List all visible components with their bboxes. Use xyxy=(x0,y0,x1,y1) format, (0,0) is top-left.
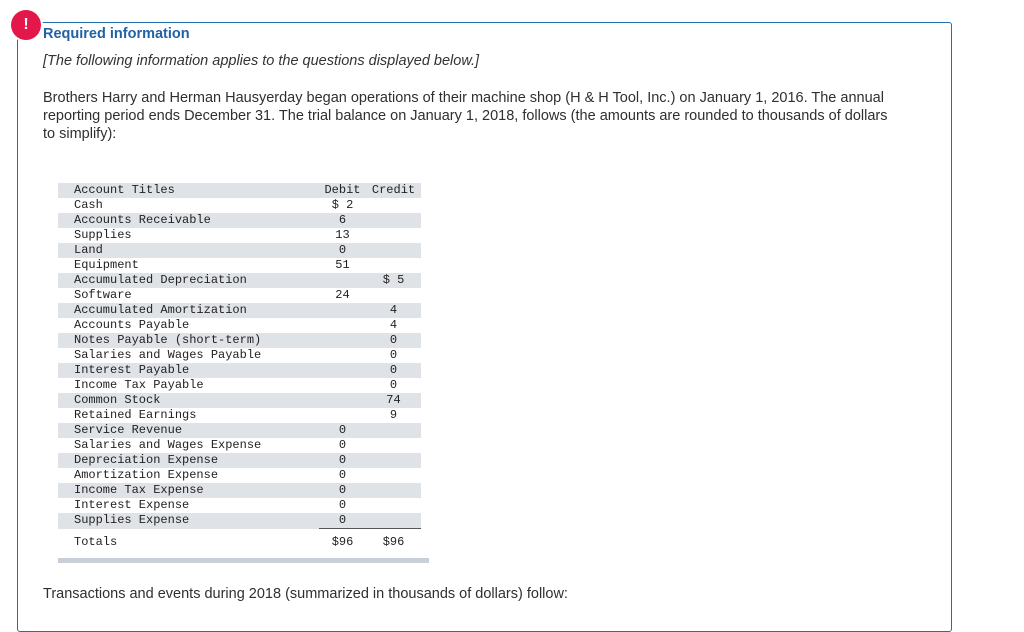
account-title-cell: Cash xyxy=(74,198,103,212)
credit-cell: 0 xyxy=(389,378,398,392)
required-information-heading: Required information xyxy=(43,26,190,42)
debit-cell: 0 xyxy=(338,498,347,512)
debit-cell: 0 xyxy=(338,438,347,452)
debit-cell xyxy=(319,348,366,363)
totals-credit: $96 xyxy=(366,529,421,556)
table-row xyxy=(58,408,421,423)
totals-debit: $96 xyxy=(319,529,366,556)
table-row xyxy=(58,348,421,363)
debit-cell xyxy=(319,408,366,423)
debit-cell xyxy=(319,363,366,378)
account-title-cell: Retained Earnings xyxy=(74,408,197,422)
table-row xyxy=(58,273,421,288)
credit-cell xyxy=(366,423,421,438)
credit-cell xyxy=(366,498,421,513)
debit-cell xyxy=(319,378,366,393)
table-row xyxy=(58,243,421,258)
credit-cell xyxy=(366,243,421,258)
applies-note: [The following information applies to the questions displayed below.] xyxy=(43,53,480,69)
debit-cell: 0 xyxy=(319,423,366,438)
debit-cell: 0 xyxy=(319,243,366,258)
table-row xyxy=(58,333,421,348)
account-title-cell: Accumulated Amortization xyxy=(58,303,319,318)
credit-cell xyxy=(366,198,421,213)
credit-cell xyxy=(366,213,421,228)
credit-cell xyxy=(366,453,421,468)
table-row xyxy=(58,423,421,438)
debit-cell xyxy=(319,273,366,288)
credit-cell xyxy=(366,228,421,243)
account-title-cell: Equipment xyxy=(74,258,139,272)
table-row xyxy=(58,393,421,408)
debit-header: Debit xyxy=(319,183,366,198)
table-row xyxy=(58,228,421,243)
debit-cell: 6 xyxy=(319,213,366,228)
account-title-cell: Income Tax Expense xyxy=(58,483,319,498)
table-row xyxy=(58,288,421,303)
debit-cell: 51 xyxy=(335,258,350,272)
problem-intro: Brothers Harry and Herman Hausyerday began operations of their machine shop (H & H Tool, Inc.) on January 1, 2016. The annual reporting period ends December 31. The trial balance on January 1, 2018, follows (the amounts are rounded to thousands of dollars to simplify): xyxy=(43,90,888,142)
account-title-cell: Salaries and Wages Expense xyxy=(74,438,262,452)
table-row xyxy=(58,468,421,483)
credit-cell xyxy=(366,438,421,453)
table-row xyxy=(58,258,421,273)
table-row xyxy=(58,378,421,393)
account-title-cell: Income Tax Payable xyxy=(74,378,204,392)
table-row xyxy=(58,213,421,228)
credit-cell: 74 xyxy=(366,393,421,408)
alert-icon: ! xyxy=(11,10,41,40)
credit-cell xyxy=(366,513,421,529)
account-title-cell: Accounts Payable xyxy=(74,318,190,332)
account-title-cell: Service Revenue xyxy=(58,423,319,438)
account-title-cell: Land xyxy=(58,243,319,258)
account-titles-header: Account Titles xyxy=(58,183,319,198)
debit-cell: 0 xyxy=(319,513,366,529)
table-row xyxy=(58,483,421,498)
table-row xyxy=(58,498,421,513)
table-row xyxy=(58,318,421,333)
debit-cell: 0 xyxy=(319,453,366,468)
debit-cell: 24 xyxy=(335,288,350,302)
account-title-cell: Depreciation Expense xyxy=(58,453,319,468)
debit-cell: 0 xyxy=(319,483,366,498)
table-row xyxy=(58,303,421,318)
account-title-cell: Accounts Receivable xyxy=(58,213,319,228)
table-row xyxy=(58,363,421,378)
trial-balance-body xyxy=(58,198,421,529)
account-title-cell: Interest Payable xyxy=(58,363,319,378)
credit-cell: 0 xyxy=(366,363,421,378)
account-title-cell: Salaries and Wages Payable xyxy=(74,348,262,362)
table-row xyxy=(58,453,421,468)
debit-cell xyxy=(319,318,366,333)
table-row xyxy=(58,513,421,529)
credit-cell: 9 xyxy=(389,408,398,422)
credit-cell xyxy=(366,468,421,483)
account-title-cell: Supplies xyxy=(74,228,132,242)
credit-cell: 0 xyxy=(389,348,398,362)
account-title-cell: Supplies Expense xyxy=(58,513,319,529)
account-title-cell: Software xyxy=(74,288,132,302)
credit-cell: 4 xyxy=(366,303,421,318)
debit-cell: 13 xyxy=(335,228,350,242)
credit-cell xyxy=(366,258,421,273)
credit-header: Credit xyxy=(366,183,421,198)
debit-cell xyxy=(319,393,366,408)
debit-cell xyxy=(319,303,366,318)
credit-cell xyxy=(366,288,421,303)
account-title-cell: Interest Expense xyxy=(74,498,190,512)
table-bottom-rule xyxy=(58,558,429,563)
debit-cell: 0 xyxy=(338,468,347,482)
credit-cell: $ 5 xyxy=(366,273,421,288)
table-row xyxy=(58,438,421,453)
credit-cell xyxy=(366,483,421,498)
account-title-cell: Accumulated Depreciation xyxy=(58,273,319,288)
account-title-cell: Amortization Expense xyxy=(74,468,219,482)
transactions-intro: Transactions and events during 2018 (summarized in thousands of dollars) follow: xyxy=(43,586,568,602)
account-title-cell: Common Stock xyxy=(58,393,319,408)
table-row xyxy=(58,198,421,213)
table-header-row xyxy=(58,183,421,198)
totals-row xyxy=(58,529,421,556)
credit-cell: 0 xyxy=(366,333,421,348)
account-title-cell: Notes Payable (short-term) xyxy=(58,333,319,348)
debit-cell xyxy=(319,333,366,348)
trial-balance-table xyxy=(58,183,421,555)
credit-cell: 4 xyxy=(389,318,398,332)
debit-cell: $ 2 xyxy=(331,198,354,212)
totals-label: Totals xyxy=(74,534,118,549)
